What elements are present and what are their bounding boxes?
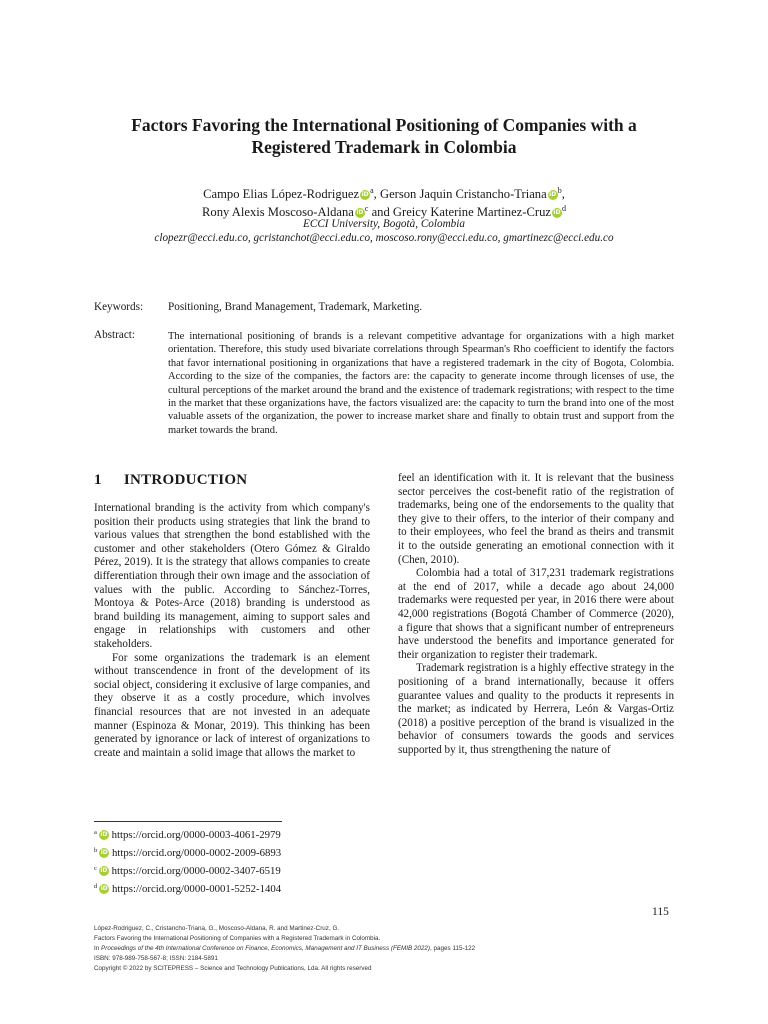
abstract-text: The international positioning of brands is a relevant competitive advantage for organizations with a high market orientation. Therefore, this study used bivariate correlations through Spearman's Rho coefficient to identify the factors that favor international positioning in organizations that have a registered trademark in the city of Bogota, Colombia. According to the size of the companies, the factors are: the capacity to generate income through licenses of use, the cultural perceptions of the market around the brand and the existence of trademark registrations; with respect to the time in the market that these organizations have, the factors visualized are: the capacity to turn the brand into one of the most valuable assets of the organization, the power to increase market share and finally to obtain trust and support from the market towards the brand. <box>168 331 674 436</box>
keywords-label: Keywords: <box>94 301 144 313</box>
author-mark: a <box>370 186 374 195</box>
orcid-icon: iD <box>100 849 108 856</box>
footnote-item <box>94 843 281 861</box>
citation-copyright: Copyright © 2022 by SCITEPRESS – Science and Technology Publications, Lda. All rights reserved <box>94 965 372 972</box>
body-paragraph: Trademark registration is a highly effective strategy in the positioning of a brand internationally, because it offers guarantee values and quality to the products it represents in the market; as indicated by Herrera, León & Vargas-Ortiz (2018) a positive perception of the brand is visualized in the behavior of consumers towards the goods and services supported by it, thus strengthening the nature of <box>398 662 674 756</box>
keywords-text: Positioning, Brand Management, Trademark, Marketing. <box>168 301 423 313</box>
paper-title-line-1: Factors Favoring the International Positioning of Companies with a <box>131 115 637 135</box>
body-column-left <box>94 502 370 760</box>
footnote-mark: a <box>94 829 97 836</box>
author-name: Rony Alexis Moscoso-Aldana <box>202 205 354 219</box>
footnote-item <box>94 879 281 897</box>
orcid-icon[interactable]: iD <box>361 191 369 198</box>
footnote-item <box>94 825 281 843</box>
author-name: Greicy Katerine Martinez-Cruz <box>392 205 551 219</box>
author-separator: and <box>368 205 393 219</box>
footnote-mark: d <box>94 883 98 890</box>
orcid-link[interactable]: https://orcid.org/0000-0002-2009-6893 <box>111 847 282 859</box>
footnote-mark: c <box>94 865 97 872</box>
abstract-label: Abstract: <box>94 329 136 341</box>
orcid-link[interactable]: https://orcid.org/0000-0003-4061-2979 <box>111 829 281 841</box>
orcid-icon[interactable]: iD <box>356 209 364 216</box>
author-separator: , <box>373 187 380 201</box>
author-mark: c <box>364 204 369 213</box>
body-paragraph: Colombia had a total of 317,231 trademark registrations at the end of 2017, while a decade ago about 24,000 trademarks were requested per year, in 2016 there were about 42,000 registrations (Bogotá Chamber of Commerce (2020), a figure that shows that a significant number of entrepreneurs have understood the benefits and importance generated for their organization to register their trademark. <box>398 567 674 661</box>
orcid-icon[interactable]: iD <box>549 191 557 198</box>
footnote-divider <box>94 821 282 822</box>
orcid-icon: iD <box>100 867 108 874</box>
orcid-icon: iD <box>100 885 108 892</box>
citation-isbn: ISBN: 978-989-758-567-8; ISSN: 2184-5891 <box>94 955 218 962</box>
citation-proceedings <box>94 944 475 954</box>
section-heading <box>94 472 247 489</box>
footnote-item <box>94 861 281 879</box>
section-title: INTRODUCTION <box>123 472 248 488</box>
citation-pages: , pages 115-122 <box>430 945 476 952</box>
orcid-icon[interactable]: iD <box>553 209 561 216</box>
author-mark: b <box>557 186 562 195</box>
footnote-mark: b <box>94 847 98 854</box>
author-emails: clopezr@ecci.edu.co, gcristanchot@ecci.edu.co, moscoso.rony@ecci.edu.co, gmartinezc@ecci.edu.co <box>154 232 614 244</box>
author-name: Gerson Jaquin Cristancho-Triana <box>379 187 547 201</box>
paper-title-line-2: Registered Trademark in Colombia <box>251 137 517 157</box>
citation-title: Factors Favoring the International Positioning of Companies with a Registered Trademark in Colombia. <box>94 935 381 942</box>
author-mark: d <box>561 204 566 213</box>
body-paragraph: For some organizations the trademark is an element without transcendence in front of the development of its social object, considering it exclusive of large companies, and they observe it as a costly procedure, which involves financial resources that are not invested in an adequate manner (Espinoza & Monar, 2019). This thinking has been generated by ignorance or lack of interest of organizations to create and maintain a solid image that allows the market to <box>94 651 370 759</box>
footnotes <box>94 825 281 897</box>
section-number: 1 <box>94 472 102 488</box>
orcid-icon: iD <box>100 831 108 838</box>
affiliation: ECCI University, Bogotà, Colombia <box>303 218 465 230</box>
orcid-link[interactable]: https://orcid.org/0000-0002-3407-6519 <box>111 865 281 877</box>
orcid-link[interactable]: https://orcid.org/0000-0001-5252-1404 <box>111 883 282 895</box>
citation-prefix: In <box>94 945 102 952</box>
body-paragraph: feel an identification with it. It is relevant that the business sector perceives the cost-benefit ratio of the registration of trademarks, being one of the endorsements to the quality that they give to their offers, to the interior of their company and to their employees, who feel the brand as theirs and transmit it to the outside generating an emotional connection with it (Chen, 2010). <box>398 472 674 566</box>
body-paragraph: International branding is the activity from which company's position their products using strategies that link the brand to various values that strengthen the bond established with the customer and other stakeholders (Otero Gómez & Giraldo Pérez, 2019). It is the strategy that allows companies to create differentiation through their own image and the association of values with the public. According to Sánchez-Torres, Montoya & Potes-Arce (2018) branding is understood as brand building its management, aiming to support sales and engage in relationships with customers and other stakeholders. <box>94 502 370 650</box>
citation-block <box>94 924 475 974</box>
author-separator: , <box>561 187 565 201</box>
paper-title <box>80 114 688 158</box>
author-name: Campo Elias López-Rodriguez <box>203 187 360 201</box>
body-column-right <box>398 472 674 757</box>
citation-authors: López-Rodriguez, C., Cristancho-Triana, G., Moscoso-Aldana, R. and Martinez-Cruz, G. <box>94 925 340 932</box>
page-number: 115 <box>652 906 669 918</box>
citation-proceedings-title: Proceedings of the 4th International Conference on Finance, Economics, Management and IT Business (FEMIB 2022) <box>101 945 431 952</box>
